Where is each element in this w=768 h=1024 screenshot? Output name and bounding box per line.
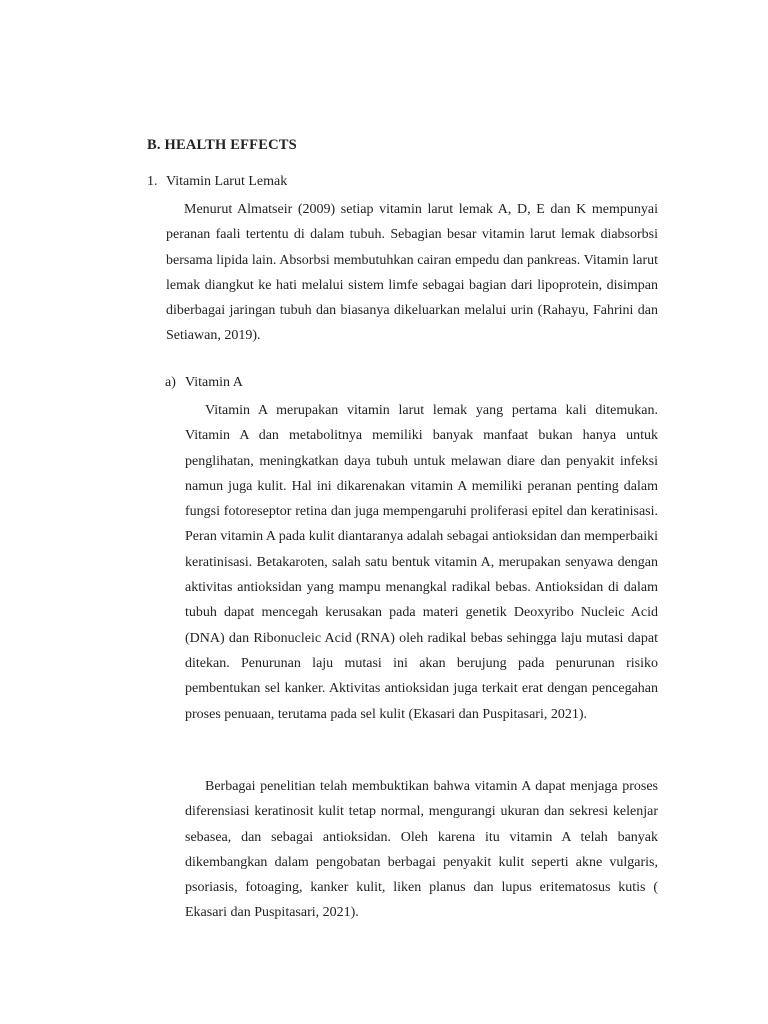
paragraph-vitamin-a-1: Vitamin A merupakan vitamin larut lemak yang pertama kali ditemukan. Vitamin A dan metabolitnya memiliki banyak manfaat bukan hanya untuk penglihatan, meningkatkan daya tubuh untuk melawan diare dan penyakit infeksi namun juga kulit. Hal ini dikarenakan vitamin A memiliki peranan penting dalam fungsi fotoreseptor retina dan juga mempengaruhi proliferasi epitel dan keratinisasi. Peran vitamin A pada kulit diantaranya adalah sebagai antioksidan dan memperbaiki keratinisasi. Betakaroten, salah satu bentuk vitamin A, merupakan senyawa dengan aktivitas antioksidan yang mampu menangkal radikal bebas. Antioksidan di dalam tubuh dapat mencegah kerusakan pada materi genetik Deoxyribo Nucleic Acid (DNA) dan Ribonucleic Acid (RNA) oleh radikal bebas sehingga laju mutasi dapat ditekan. Penurunan laju mutasi ini akan berujung pada penurunan risiko pembentukan sel kanker. Aktivitas antioksidan juga terkait erat dengan pencegahan proses penuaan, terutama pada sel kulit (Ekasari dan Puspitasari, 2021). — [185, 403, 658, 722]
list-number-1: 1. — [147, 174, 158, 189]
paragraph-vitamin-a-2: Berbagai penelitian telah membuktikan bahwa vitamin A dapat menjaga proses diferensiasi keratinosit kulit tetap normal, mengurangi ukuran dan sekresi kelenjar sebasea, dan sebagai antioksidan. Oleh karena itu vitamin A telah banyak dikembangkan dalam pengobatan berbagai penyakit kulit seperti akne vulgaris, psoriasis, fotoaging, kanker kulit, liken planus dan lupus eritematosus kutis ( Ekasari dan Puspitasari, 2021). — [185, 779, 658, 921]
section-heading: B. HEALTH EFFECTS — [147, 137, 297, 153]
sublist-marker-a: a) — [165, 375, 176, 390]
sublist-title-vitamin-a: Vitamin A — [185, 375, 243, 390]
list-item-title-1: Vitamin Larut Lemak — [166, 174, 288, 189]
paragraph-vitamin-larut-lemak: Menurut Almatseir (2009) setiap vitamin larut lemak A, D, E dan K mempunyai peranan faali tertentu di dalam tubuh. Sebagian besar vitamin larut lemak diabsorbsi bersama lipida lain. Absorbsi membutuhkan cairan empedu dan pankreas. Vitamin larut lemak diangkut ke hati melalui sistem limfe sebagai bagian dari lipoprotein, disimpan diberbagai jaringan tubuh dan biasanya dikeluarkan melalui urin (Rahayu, Fahrini dan Setiawan, 2019). — [166, 202, 658, 344]
